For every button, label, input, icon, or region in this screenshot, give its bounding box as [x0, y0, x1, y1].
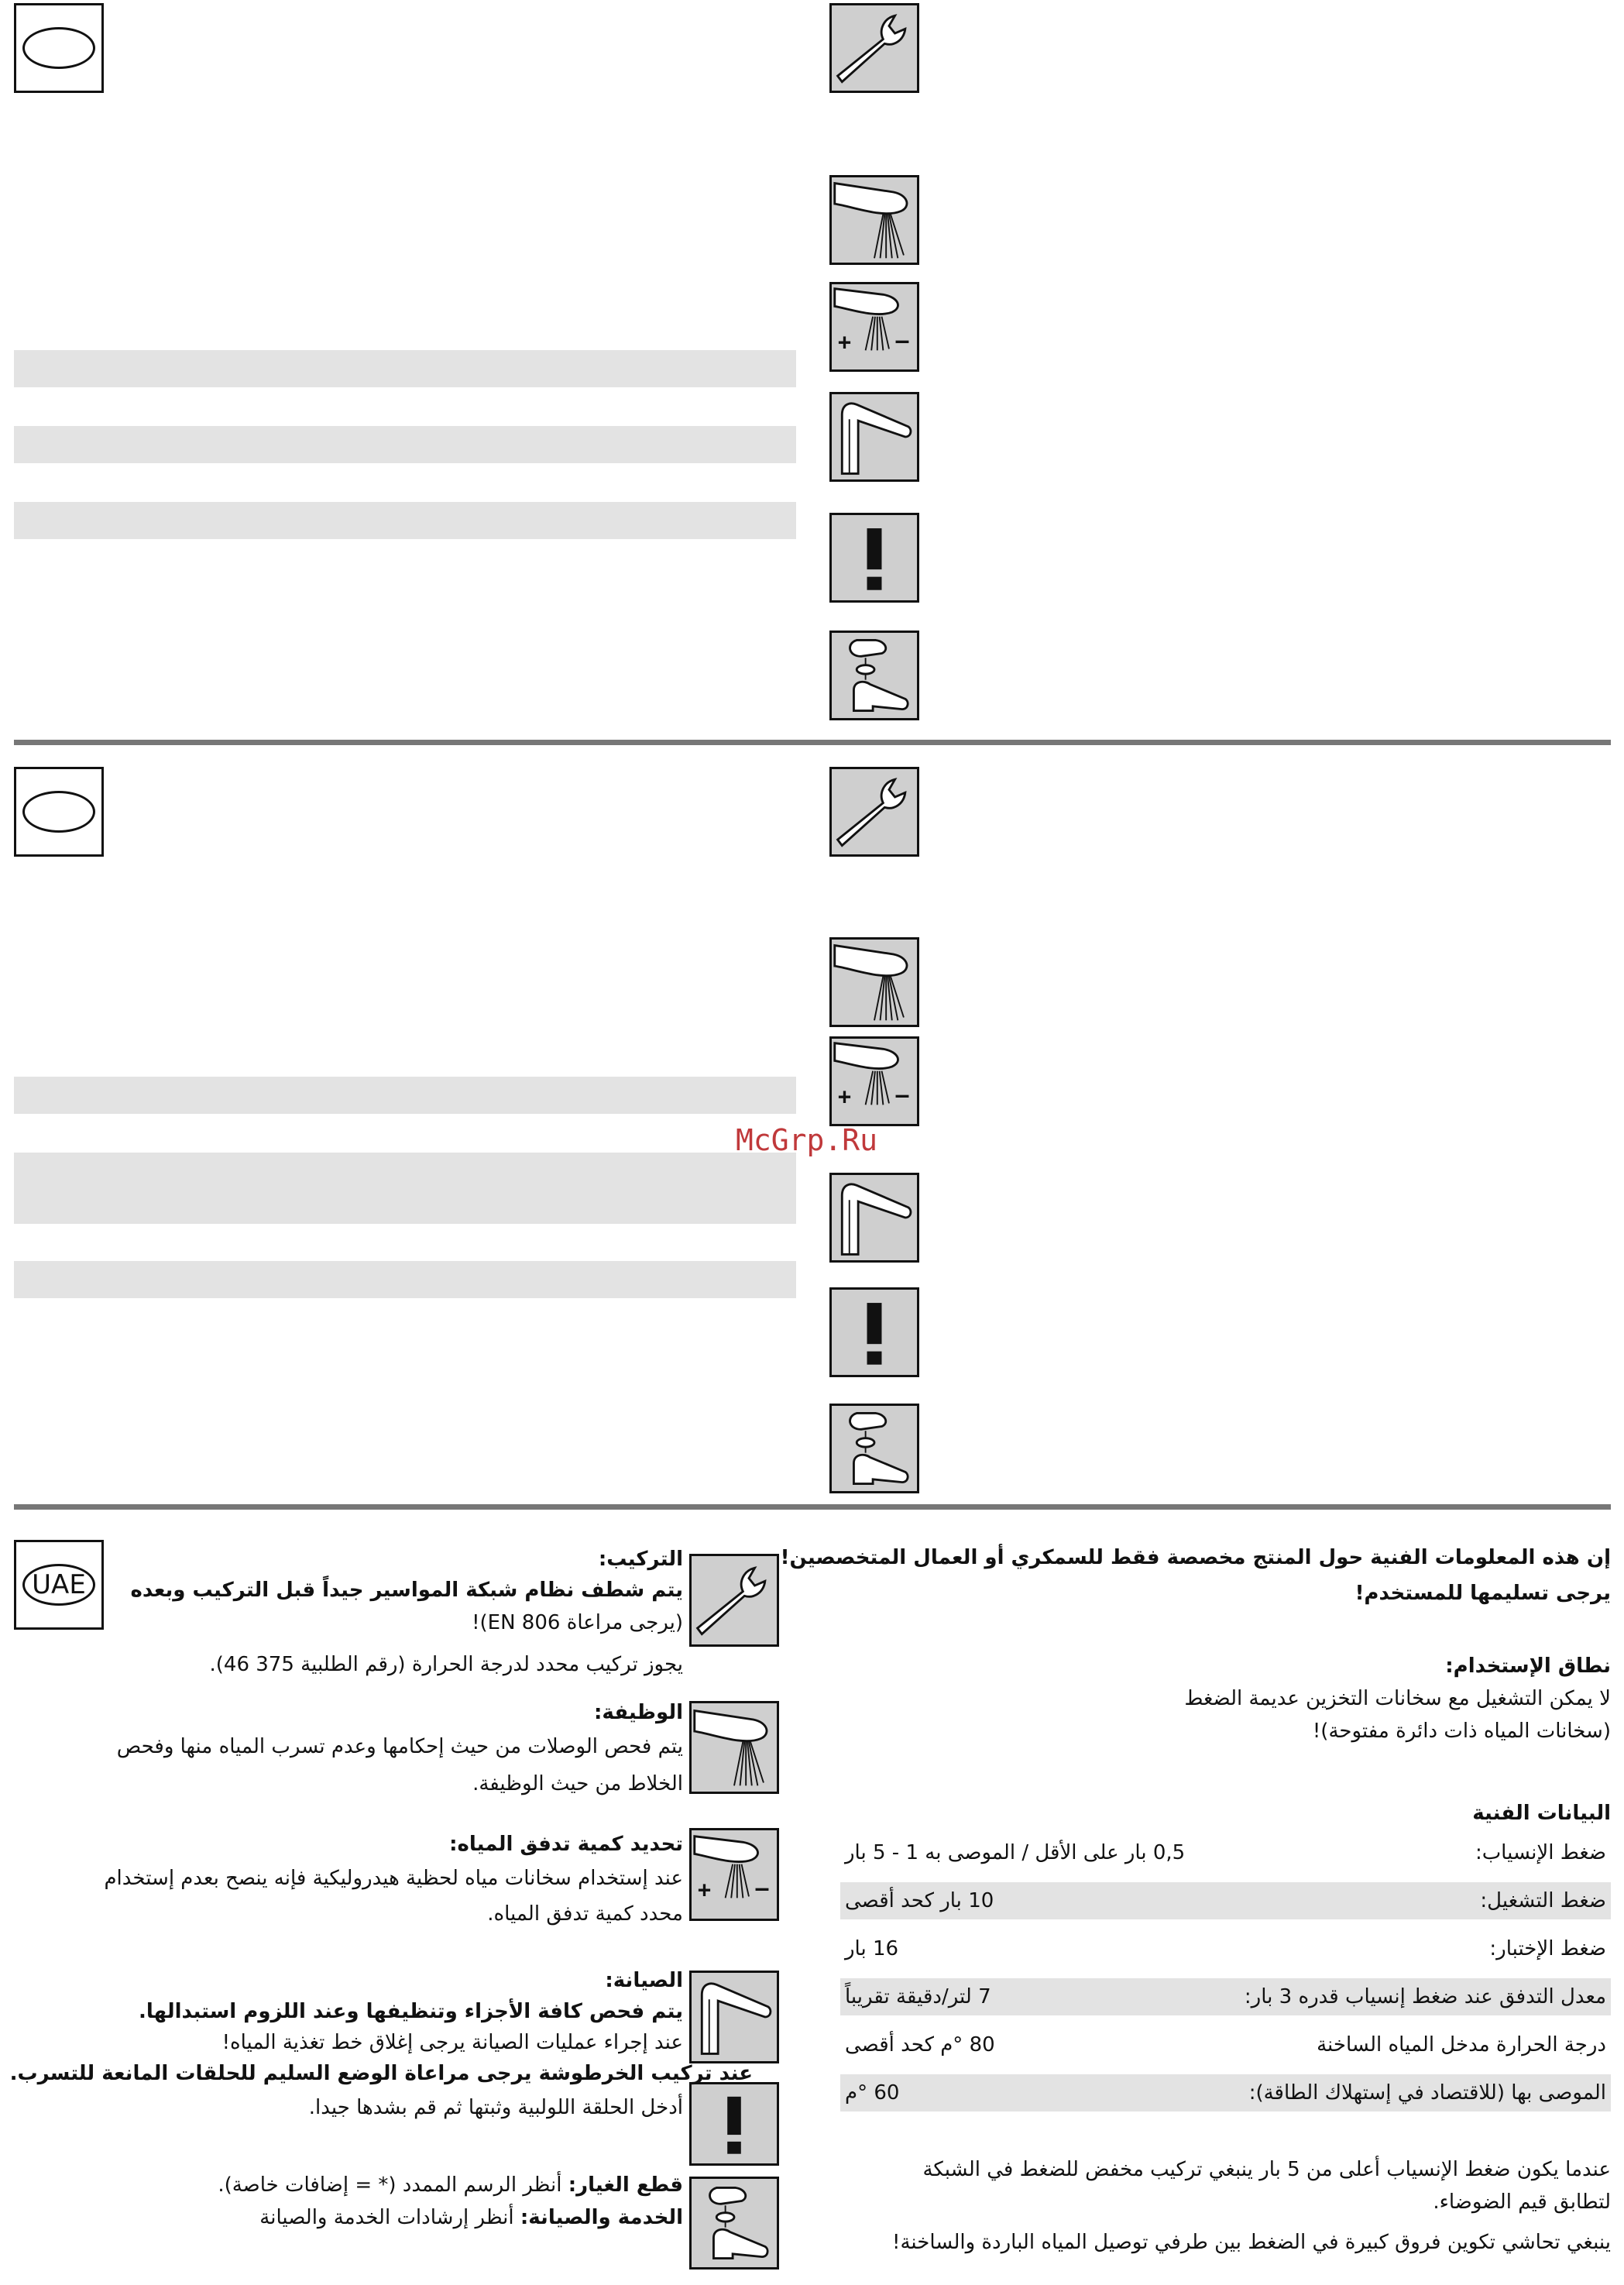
- tech-row: [840, 2026, 1611, 2063]
- tech-row: [840, 2074, 1611, 2111]
- install-title: التركيب:: [598, 1548, 683, 1571]
- hex-key-icon: [829, 392, 919, 482]
- tech-row: [840, 1834, 1611, 1871]
- maintenance-line1: يتم فحص كافة الأجزاء وتنظيفها وعند اللزوم استبدالها.: [139, 2000, 683, 2023]
- spare-parts-icon: [829, 1404, 919, 1493]
- service-line: [259, 2201, 683, 2234]
- tech-row-label: ضغط الإنسياب:: [1475, 1841, 1606, 1864]
- wrench-icon: [689, 1554, 779, 1647]
- spray-icon: [689, 1701, 779, 1794]
- wrench-icon: [829, 3, 919, 93]
- tech-row-value: 0,5 بار على الأقل / الموصى به 1 - 5 بار: [845, 1841, 1186, 1864]
- section-divider: [14, 740, 1611, 745]
- watermark: McGrp.Ru: [736, 1123, 878, 1157]
- shaded-row: [14, 1077, 796, 1114]
- tech-row-label: ضغط التشغيل:: [1480, 1889, 1606, 1912]
- tech-row-value: 60 °م: [845, 2081, 900, 2105]
- tech-row-value: 10 بار كحد أقصى: [845, 1889, 994, 1912]
- function-line1: يتم فحص الوصلات من حيث إحكامها وعدم تسرب المياه منها وفحص: [116, 1735, 683, 1758]
- scope-line1: لا يمكن التشغيل مع سخانات التخزين عديمة الضغط: [1184, 1687, 1611, 1710]
- spare-parts-line: [218, 2169, 683, 2201]
- maintenance-line4: أدخل الحلقة اللولبية وثبتها ثم قم بشدها جيدا.: [308, 2096, 683, 2119]
- tech-row-label: ضغط الإختبار:: [1489, 1937, 1606, 1960]
- tech-row-label: معدل التدفق عند ضغط إنسياب قدره 3 بار:: [1244, 1985, 1606, 2008]
- tech-row-value: 80 °م كحد أقصى: [845, 2033, 995, 2056]
- tech-row-value: 16 بار: [845, 1937, 899, 1960]
- tech-row: [840, 1930, 1611, 1967]
- tech-note2: لتطابق قيم الضوضاء.: [1433, 2191, 1611, 2214]
- warning-icon: [829, 513, 919, 603]
- shaded-row: [14, 1261, 796, 1298]
- country-badge-label: UAE: [22, 1564, 95, 1606]
- spare-parts-icon: [829, 631, 919, 720]
- header-line1: إن هذه المعلومات الفنية حول المنتج مخصصة فقط للسمكري أو العمال المتخصصين!: [780, 1546, 1611, 1569]
- tech-row-label: درجة الحرارة مدخل المياه الساخنة: [1317, 2033, 1606, 2056]
- header-line2: يرجى تسليمها للمستخدم!: [1354, 1582, 1611, 1605]
- maintenance-title: الصيانة:: [605, 1969, 683, 1992]
- flow-adjust-icon: [689, 1828, 779, 1921]
- tech-row: [840, 1978, 1611, 2015]
- language-badge-blank: [14, 767, 104, 857]
- wrench-icon: [829, 767, 919, 857]
- section-divider: [14, 1504, 1611, 1510]
- scope-title: نطاق الإستخدام:: [1445, 1654, 1611, 1678]
- shaded-row: [14, 502, 796, 539]
- spare-parts-text: أنظر الرسم الممدد (* = إضافات خاصة).: [218, 2173, 562, 2197]
- flow-line1: عند إستخدام سخانات مياه لحظية هيدروليكية فإنه ينصح بعدم إستخدام: [104, 1867, 683, 1890]
- scope-line2: (سخانات المياه ذات دائرة مفتوحة)!: [1312, 1720, 1611, 1743]
- flow-title: تحديد كمية تدفق المياه:: [449, 1833, 683, 1856]
- tech-note1: عندما يكون ضغط الإنسياب أعلى من 5 بار ينبغي تركيب مخفض للضغط في الشبكة: [922, 2158, 1611, 2181]
- warning-icon: [829, 1287, 919, 1377]
- maintenance-line3: عند تركيب الخرطوشة يرجى مراعاة الوضع السليم للحلقات المانعة للتسرب.: [9, 2062, 753, 2085]
- shaded-row: [14, 350, 796, 387]
- function-title: الوظيفة:: [594, 1701, 683, 1724]
- flow-adjust-icon: [829, 1036, 919, 1126]
- warning-icon: [689, 2082, 779, 2166]
- tech-title: البيانات الفنية: [1472, 1802, 1611, 1825]
- maintenance-line2: عند إجراء عمليات الصيانة يرجى إغلاق خط تغذية المياه!: [221, 2031, 683, 2054]
- install-line1: يتم شطف نظام شبكة المواسير جيداً قبل التركيب وبعده: [130, 1579, 683, 1602]
- flow-adjust-icon: [829, 282, 919, 372]
- install-line3: يجوز تركيب محدد لدرجة الحرارة (رقم الطلبية 375 46).: [209, 1653, 683, 1676]
- flow-line2: محدد كمية تدفق المياه.: [487, 1902, 683, 1926]
- spare-parts-icon: [689, 2177, 779, 2270]
- spray-icon: [829, 175, 919, 265]
- hex-key-icon: [829, 1173, 919, 1263]
- shaded-row: [14, 426, 796, 463]
- service-label: الخدمة والصيانة:: [520, 2206, 683, 2229]
- tech-row-value: 7 لتر/دقيقة تقريباً: [845, 1985, 991, 2008]
- spray-icon: [829, 937, 919, 1027]
- tech-row: [840, 1882, 1611, 1919]
- spare-parts-label: قطع الغيار:: [568, 2173, 683, 2197]
- tech-note3: ينبغي تحاشي تكوين فروق كبيرة في الضغط بين طرفي توصيل المياه الباردة والساخنة!: [892, 2231, 1611, 2254]
- country-badge: [14, 1540, 104, 1630]
- hex-key-icon: [689, 1971, 779, 2063]
- service-text: أنظر إرشادات الخدمة والصيانة: [259, 2206, 514, 2229]
- tech-row-label: الموصى بها (للاقتصاد في إستهلاك الطاقة):: [1248, 2081, 1606, 2105]
- install-line2: (يرجى مراعاة EN 806)!: [472, 1611, 683, 1634]
- language-badge-blank: [14, 3, 104, 93]
- function-line2: الخلاط من حيث الوظيفة.: [472, 1772, 683, 1795]
- shaded-row: [14, 1153, 796, 1224]
